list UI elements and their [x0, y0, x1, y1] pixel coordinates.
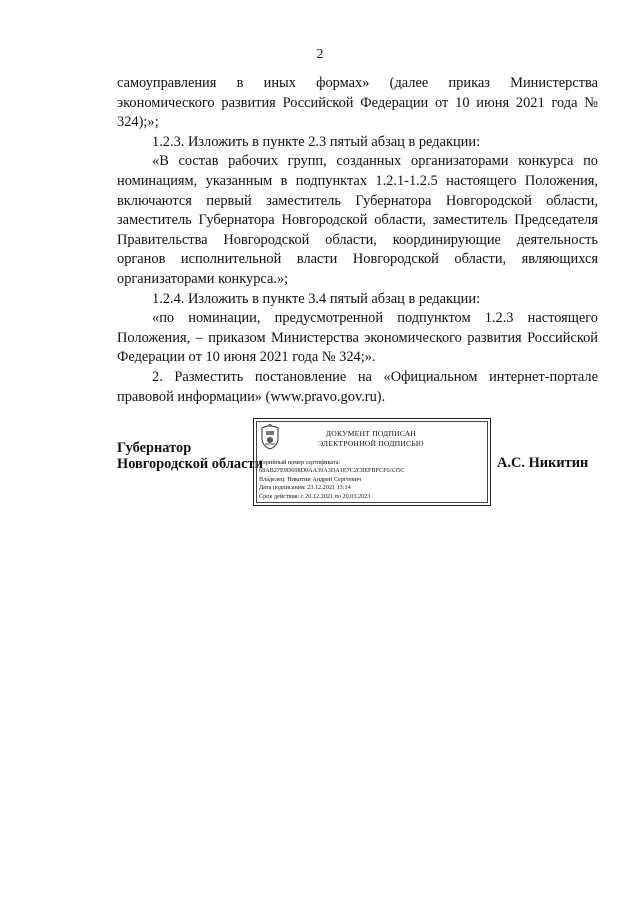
signatory-name: А.С. Никитин [497, 455, 589, 471]
stamp-serial: 68AB27E9D698D0AA39A3DA1E7C2C8EFBFCF0A35C [259, 467, 405, 475]
stamp-details [259, 459, 404, 501]
paragraph: «по номинации, предусмотренной подпунктом 1.2.3 настоящего Положения, – приказом Министерства экономического развития Российской Федерации от 10 июня 2021 года № 324;». [117, 310, 598, 366]
paragraph: 1.2.4. Изложить в пункте 3.4 пятый абзац в редакции: [152, 290, 481, 307]
paragraph: «В состав рабочих групп, созданных организаторами конкурса по номинациям, указанным в подпунктах 1.2.1-1.2.5 настоящего Положения, включаются первый заместитель Губернатора Новгородской области, заместитель Губернатора Новгородской области, заместитель Председателя Правительства Новгородской области, координирующие деятельность органов исполнительной власти Новгородской области, являющихся организаторами конкурса.»; [117, 153, 598, 287]
stamp-signed-date: Дата подписания: 23.12.2021 13:14 [259, 484, 351, 492]
signatory-title-line: Новгородской области [117, 456, 263, 472]
stamp-owner: Владелец: Никитин Андрей Сергеевич [259, 475, 362, 483]
paragraph: 1.2.3. Изложить в пункте 2.3 пятый абзац в редакции: [152, 133, 481, 150]
signatory-title [117, 440, 263, 472]
coat-of-arms-icon [259, 424, 281, 450]
stamp-serial-label: Серийный номер сертификата: [259, 459, 341, 466]
page-number: 2 [316, 47, 324, 62]
electronic-signature-stamp [253, 418, 491, 506]
stamp-validity: Срок действия: с 20.12.2021 по 20.03.2023 [259, 492, 371, 500]
document-body [117, 74, 598, 407]
paragraph: самоуправления в иных формах» (далее приказ Министерства экономического развития Российской Федерации от 10 июня 2021 года № 324);»; [117, 75, 598, 131]
stamp-heading [286, 429, 456, 449]
signatory-title-line: Губернатор [117, 440, 192, 456]
paragraph: 2. Разместить постановление на «Официальном интернет-портале правовой информации» (www.pravo.gov.ru). [117, 368, 598, 405]
stamp-heading-line: ЭЛЕКТРОННОЙ ПОДПИСЬЮ [318, 439, 424, 448]
stamp-heading-line: ДОКУМЕНТ ПОДПИСАН [325, 429, 417, 438]
